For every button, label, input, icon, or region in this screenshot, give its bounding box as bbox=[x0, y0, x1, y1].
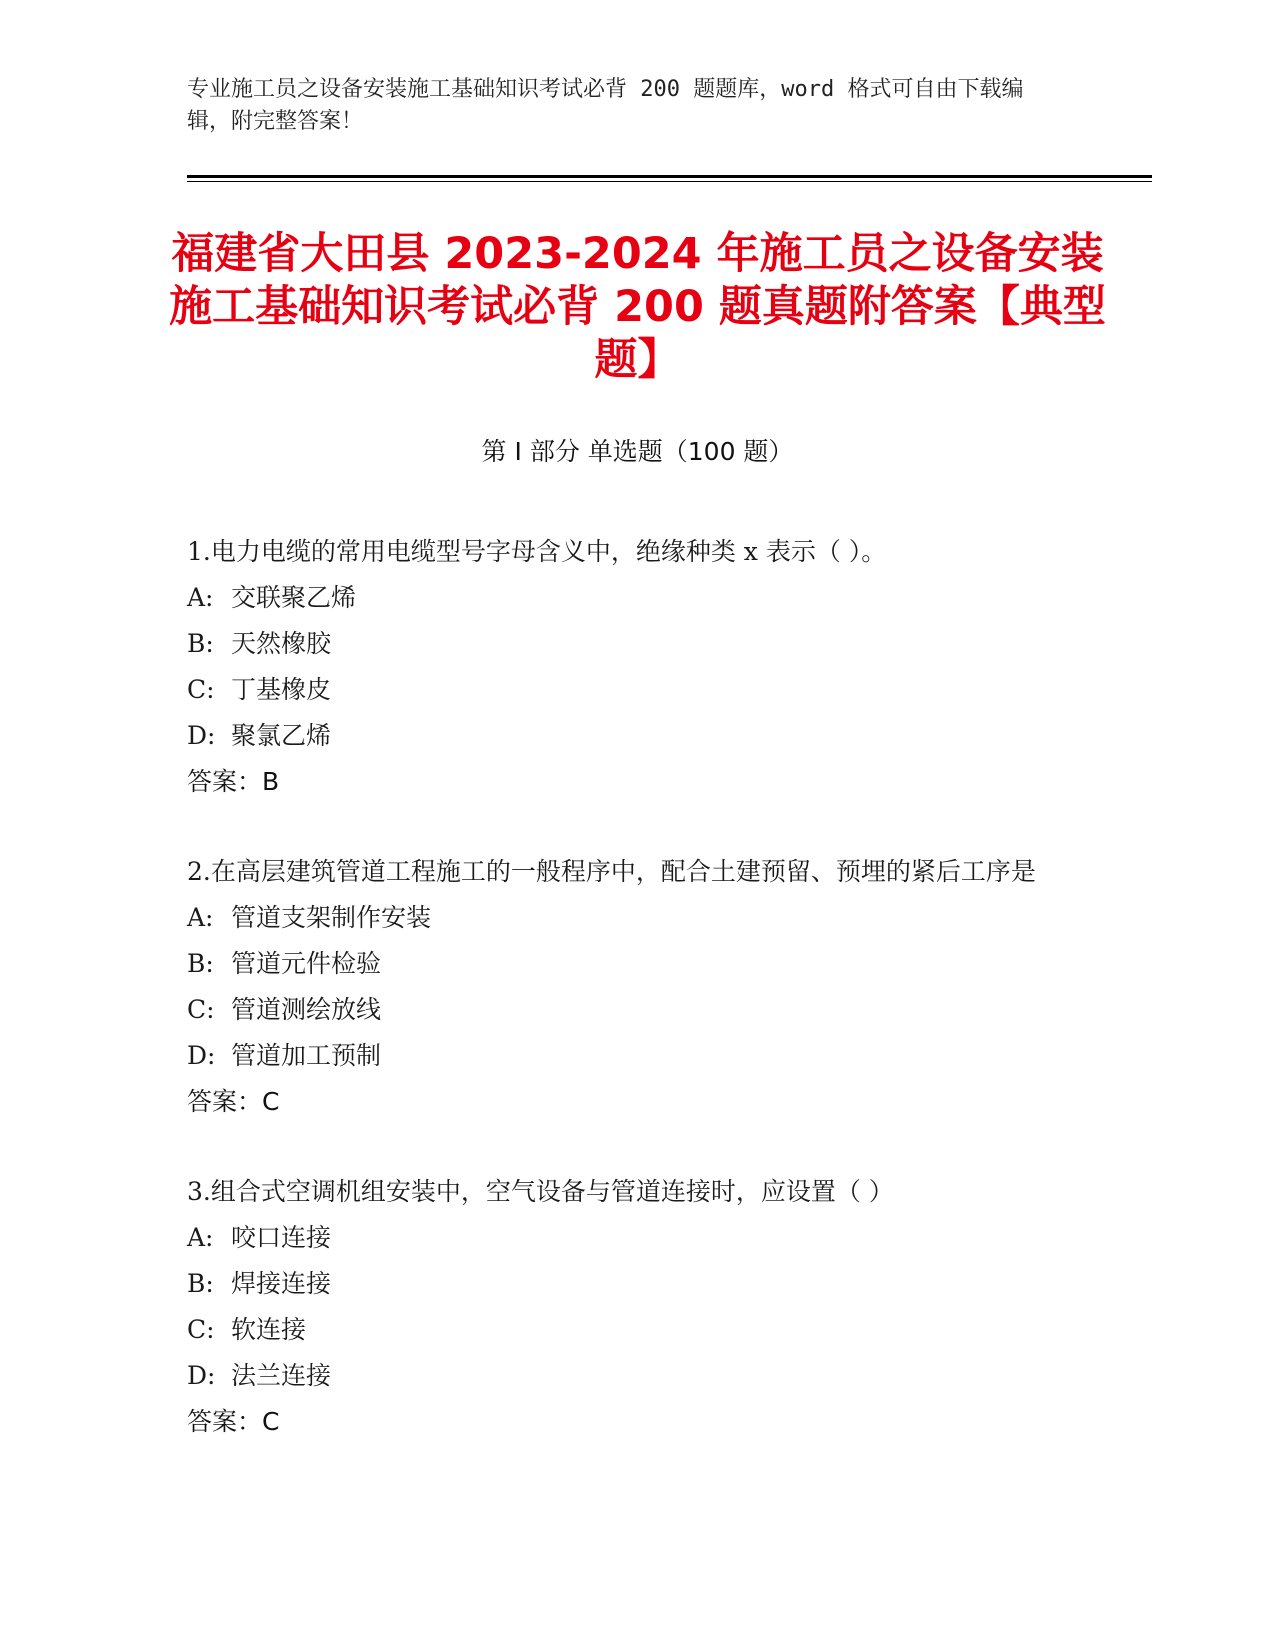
option-text: 天然橡胶 bbox=[231, 629, 332, 658]
question-2 bbox=[187, 849, 1067, 1125]
option-text: 交联聚乙烯 bbox=[231, 583, 357, 612]
option-text: 法兰连接 bbox=[231, 1361, 332, 1390]
option-d bbox=[187, 713, 1067, 759]
option-text: 丁基橡皮 bbox=[231, 675, 332, 704]
header-rule-thick bbox=[187, 175, 1152, 178]
option-text: 管道测绘放线 bbox=[231, 995, 382, 1024]
option-c bbox=[187, 987, 1067, 1033]
option-b bbox=[187, 941, 1067, 987]
header-note: 专业施工员之设备安装施工基础知识考试必背 200 题题库，word 格式可自由下载编辑，附完整答案！ bbox=[187, 77, 1024, 134]
option-a bbox=[187, 895, 1067, 941]
question-1 bbox=[187, 529, 1067, 805]
option-b bbox=[187, 621, 1067, 667]
question-list bbox=[187, 529, 1067, 1489]
option-d bbox=[187, 1033, 1067, 1079]
option-text: 咬口连接 bbox=[231, 1223, 332, 1252]
option-key: B: bbox=[187, 629, 214, 658]
option-c bbox=[187, 1307, 1067, 1353]
option-key: D: bbox=[187, 1041, 216, 1070]
question-stem: 3.组合式空调机组安装中，空气设备与管道连接时，应设置（ ） bbox=[187, 1177, 894, 1206]
answer-line: 答案：B bbox=[187, 767, 280, 796]
header-rule-thin bbox=[187, 181, 1152, 182]
option-key: C: bbox=[187, 995, 215, 1024]
option-key: A: bbox=[187, 1223, 214, 1252]
option-key: B: bbox=[187, 949, 214, 978]
option-a bbox=[187, 575, 1067, 621]
option-key: A: bbox=[187, 583, 214, 612]
option-text: 管道加工预制 bbox=[231, 1041, 382, 1070]
option-text: 聚氯乙烯 bbox=[231, 721, 332, 750]
option-d bbox=[187, 1353, 1067, 1399]
option-text: 软连接 bbox=[231, 1315, 307, 1344]
question-3 bbox=[187, 1169, 1067, 1445]
option-text: 管道支架制作安装 bbox=[231, 903, 432, 932]
section-heading: 第 I 部分 单选题（100 题） bbox=[481, 437, 794, 466]
answer-line: 答案：C bbox=[187, 1087, 280, 1116]
option-key: B: bbox=[187, 1269, 214, 1298]
question-stem: 2.在高层建筑管道工程施工的一般程序中，配合土建预留、预埋的紧后工序是 bbox=[187, 857, 1036, 886]
option-key: D: bbox=[187, 1361, 216, 1390]
option-key: D: bbox=[187, 721, 216, 750]
option-b bbox=[187, 1261, 1067, 1307]
answer-line: 答案：C bbox=[187, 1407, 280, 1436]
question-stem: 1.电力电缆的常用电缆型号字母含义中，绝缘种类 x 表示（ ）。 bbox=[187, 537, 887, 566]
option-key: C: bbox=[187, 675, 215, 704]
option-key: C: bbox=[187, 1315, 215, 1344]
option-a bbox=[187, 1215, 1067, 1261]
option-key: A: bbox=[187, 903, 214, 932]
document-title: 福建省大田县 2023-2024 年施工员之设备安装施工基础知识考试必背 200 题真题附答案【典型题】 bbox=[169, 229, 1106, 385]
option-text: 焊接连接 bbox=[231, 1269, 332, 1298]
option-text: 管道元件检验 bbox=[231, 949, 382, 978]
option-c bbox=[187, 667, 1067, 713]
